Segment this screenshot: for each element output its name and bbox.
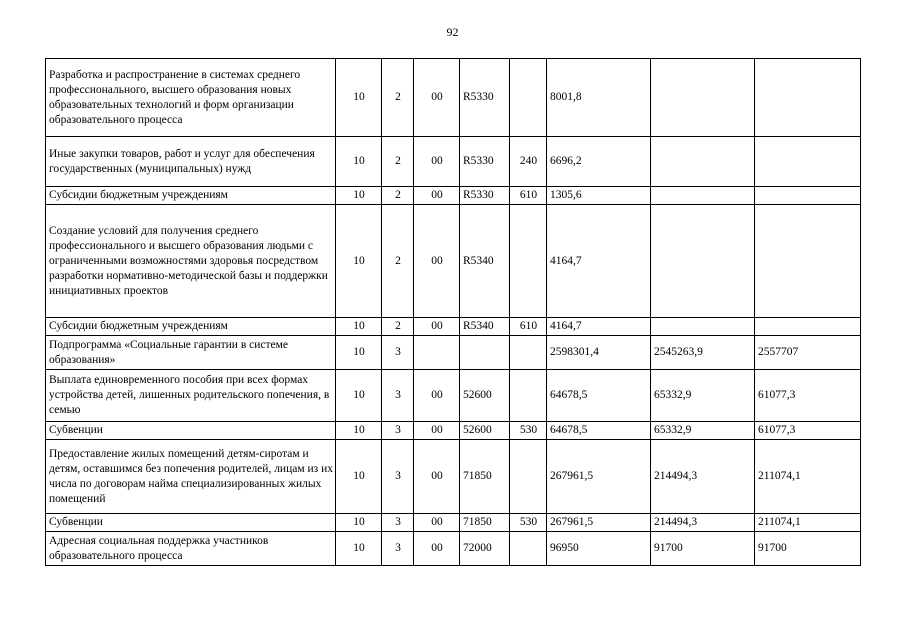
row-amount-year1: 96950 [547, 532, 651, 566]
table-row [46, 440, 861, 514]
row-section: 10 [336, 59, 382, 137]
row-amount-year1: 4164,7 [547, 318, 651, 336]
row-section: 10 [336, 336, 382, 370]
row-amount-year3 [755, 318, 861, 336]
row-subsection: 3 [382, 336, 414, 370]
row-program-code: 00 [414, 59, 460, 137]
row-amount-year3: 91700 [755, 532, 861, 566]
row-program-code: 00 [414, 137, 460, 187]
row-amount-year1: 64678,5 [547, 370, 651, 422]
row-section: 10 [336, 440, 382, 514]
row-target-article [460, 336, 510, 370]
budget-table [45, 58, 861, 566]
row-amount-year2 [651, 59, 755, 137]
row-expense-type [510, 370, 547, 422]
row-subsection: 2 [382, 318, 414, 336]
row-amount-year2: 65332,9 [651, 422, 755, 440]
row-target-article: R5340 [460, 318, 510, 336]
row-expense-type [510, 532, 547, 566]
row-expense-type: 530 [510, 514, 547, 532]
table-row [46, 187, 861, 205]
row-amount-year2 [651, 137, 755, 187]
row-name: Субсидии бюджетным учреждениям [46, 187, 336, 205]
row-name: Адресная социальная поддержка участников образовательного процесса [46, 532, 336, 566]
row-subsection: 3 [382, 370, 414, 422]
row-subsection: 2 [382, 137, 414, 187]
row-expense-type [510, 205, 547, 318]
table-row [46, 370, 861, 422]
row-expense-type [510, 59, 547, 137]
row-target-article: 71850 [460, 440, 510, 514]
row-section: 10 [336, 137, 382, 187]
row-name: Подпрограмма «Социальные гарантии в системе образования» [46, 336, 336, 370]
row-amount-year3: 2557707 [755, 336, 861, 370]
row-subsection: 2 [382, 59, 414, 137]
table-row [46, 59, 861, 137]
row-name: Создание условий для получения среднего профессионального и высшего образования людьми с ограниченными возможностями здоровья посредством разработки нормативно-методической базы и поддержки инициативных проектов [46, 205, 336, 318]
table-row [46, 137, 861, 187]
row-expense-type [510, 440, 547, 514]
row-section: 10 [336, 318, 382, 336]
row-amount-year2 [651, 205, 755, 318]
row-amount-year2: 214494,3 [651, 514, 755, 532]
row-program-code: 00 [414, 318, 460, 336]
table-row [46, 532, 861, 566]
row-expense-type: 610 [510, 187, 547, 205]
table-body [46, 59, 861, 566]
row-subsection: 3 [382, 532, 414, 566]
row-expense-type [510, 336, 547, 370]
row-section: 10 [336, 370, 382, 422]
row-expense-type: 610 [510, 318, 547, 336]
row-expense-type: 240 [510, 137, 547, 187]
row-program-code [414, 336, 460, 370]
row-target-article: R5330 [460, 187, 510, 205]
row-amount-year2: 65332,9 [651, 370, 755, 422]
row-amount-year1: 64678,5 [547, 422, 651, 440]
row-target-article: R5330 [460, 137, 510, 187]
row-amount-year1: 6696,2 [547, 137, 651, 187]
row-program-code: 00 [414, 422, 460, 440]
row-program-code: 00 [414, 440, 460, 514]
row-name: Выплата единовременного пособия при всех формах устройства детей, лишенных родительского попечения, в семью [46, 370, 336, 422]
row-amount-year1: 8001,8 [547, 59, 651, 137]
row-amount-year1: 2598301,4 [547, 336, 651, 370]
row-amount-year3: 61077,3 [755, 370, 861, 422]
table-row [46, 318, 861, 336]
row-name: Предоставление жилых помещений детям-сиротам и детям, оставшимся без попечения родителей, лицам из их числа по договорам найма специализированных жилых помещений [46, 440, 336, 514]
row-amount-year2 [651, 187, 755, 205]
row-target-article: 71850 [460, 514, 510, 532]
row-amount-year3: 211074,1 [755, 514, 861, 532]
row-program-code: 00 [414, 187, 460, 205]
row-amount-year2: 2545263,9 [651, 336, 755, 370]
row-target-article: R5340 [460, 205, 510, 318]
row-subsection: 2 [382, 205, 414, 318]
row-name: Субвенции [46, 422, 336, 440]
row-name: Разработка и распространение в системах среднего профессионального, высшего образования новых образовательных технологий и форм организации образовательного процесса [46, 59, 336, 137]
page-number: 92 [446, 25, 459, 39]
row-section: 10 [336, 514, 382, 532]
row-amount-year1: 267961,5 [547, 440, 651, 514]
row-target-article: R5330 [460, 59, 510, 137]
row-amount-year3 [755, 59, 861, 137]
row-subsection: 3 [382, 440, 414, 514]
row-program-code: 00 [414, 514, 460, 532]
table-row [46, 205, 861, 318]
row-subsection: 2 [382, 187, 414, 205]
row-amount-year3 [755, 187, 861, 205]
row-amount-year1: 267961,5 [547, 514, 651, 532]
row-subsection: 3 [382, 422, 414, 440]
row-amount-year1: 1305,6 [547, 187, 651, 205]
row-amount-year1: 4164,7 [547, 205, 651, 318]
row-program-code: 00 [414, 205, 460, 318]
row-expense-type: 530 [510, 422, 547, 440]
row-program-code: 00 [414, 370, 460, 422]
row-section: 10 [336, 422, 382, 440]
row-name: Иные закупки товаров, работ и услуг для обеспечения государственных (муниципальных) нужд [46, 137, 336, 187]
row-name: Субсидии бюджетным учреждениям [46, 318, 336, 336]
row-amount-year3 [755, 137, 861, 187]
row-section: 10 [336, 187, 382, 205]
row-target-article: 72000 [460, 532, 510, 566]
row-name: Субвенции [46, 514, 336, 532]
row-amount-year2 [651, 318, 755, 336]
row-amount-year3: 211074,1 [755, 440, 861, 514]
row-program-code: 00 [414, 532, 460, 566]
row-target-article: 52600 [460, 422, 510, 440]
table-row [46, 422, 861, 440]
row-subsection: 3 [382, 514, 414, 532]
row-amount-year3 [755, 205, 861, 318]
row-section: 10 [336, 532, 382, 566]
row-amount-year3: 61077,3 [755, 422, 861, 440]
row-section: 10 [336, 205, 382, 318]
row-amount-year2: 91700 [651, 532, 755, 566]
row-target-article: 52600 [460, 370, 510, 422]
table-row [46, 514, 861, 532]
row-amount-year2: 214494,3 [651, 440, 755, 514]
table-row [46, 336, 861, 370]
